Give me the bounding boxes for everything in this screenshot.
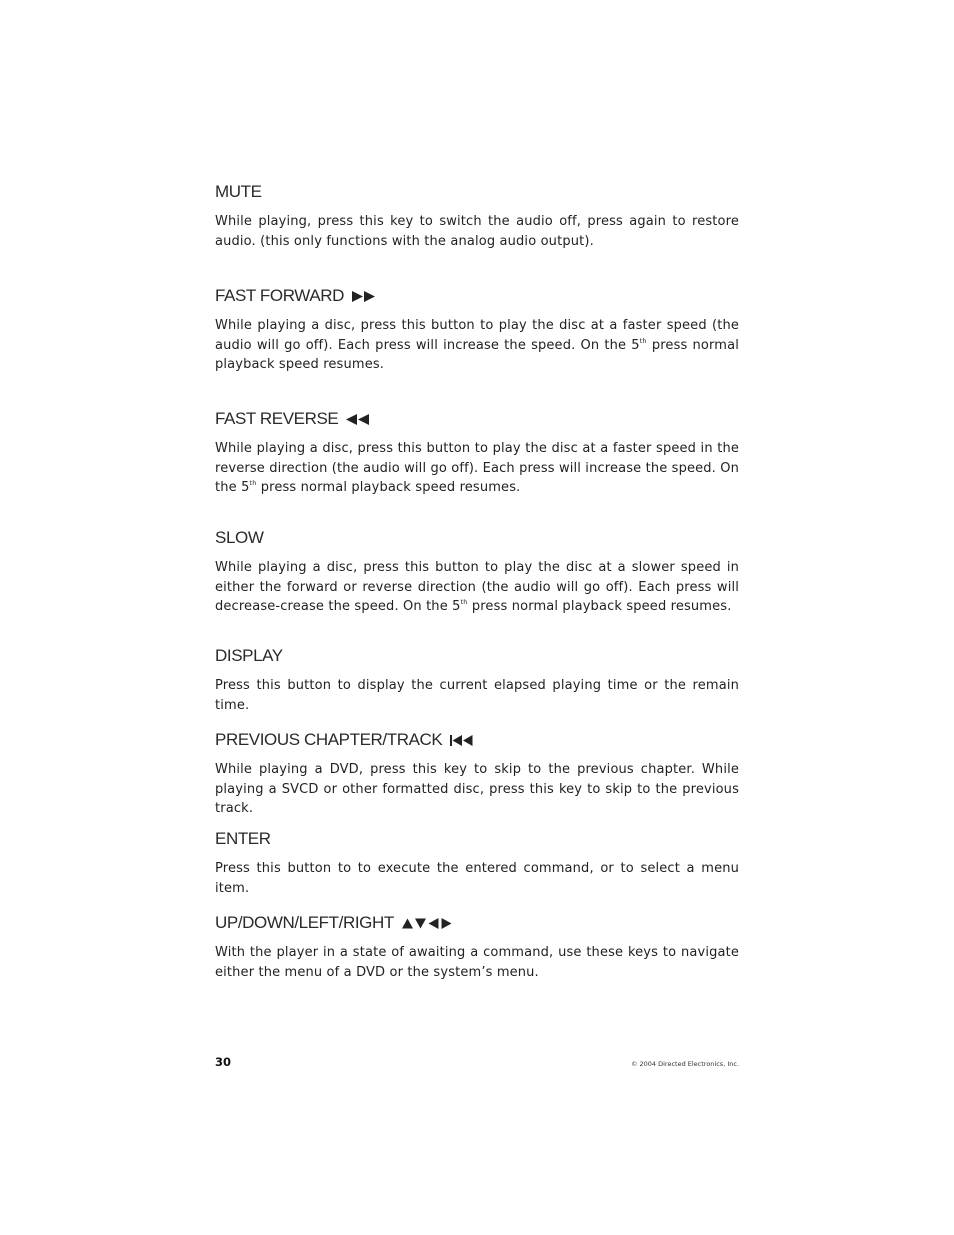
- section-body-enter: Press this button to to execute the entered command, or to select a menu item.: [215, 861, 739, 896]
- section-body-slow: [215, 558, 739, 617]
- fast-forward-icon: [352, 291, 376, 302]
- section-body-fast-reverse: [215, 439, 739, 498]
- ordinal-suffix: th: [460, 598, 468, 607]
- arrow-right-icon: [441, 918, 452, 929]
- section-heading-enter: [215, 828, 739, 850]
- section-heading-fast-reverse: [215, 408, 739, 430]
- section-body-previous: While playing a DVD, press this key to skip to the previous chapter. While playing a SVCD or other formatted disc, press this key to skip to the previous track.: [215, 762, 739, 817]
- arrow-down-icon: [415, 918, 426, 929]
- section-body-display: Press this button to display the current elapsed playing time or the remain time.: [215, 678, 739, 713]
- section-heading-mute: [215, 181, 739, 203]
- section-slow: [215, 527, 739, 617]
- copyright-notice: © 2004 Directed Electronics, Inc.: [630, 1060, 739, 1068]
- body-text: press normal playback speed resumes.: [256, 480, 521, 496]
- heading-text: DISPLAY: [215, 646, 283, 665]
- heading-text: FAST FORWARD: [215, 286, 345, 305]
- heading-text: FAST REVERSE: [215, 409, 339, 428]
- page-number: 30: [215, 1055, 232, 1069]
- section-fast-reverse: [215, 408, 739, 498]
- heading-text: PREVIOUS CHAPTER/TRACK: [215, 730, 443, 749]
- section-enter: [215, 828, 739, 898]
- heading-text: MUTE: [215, 182, 262, 201]
- section-display: [215, 645, 739, 715]
- body-text: While playing a disc, press this button to play the disc at a faster speed (the audio will go off). Each press will increase the speed. On the 5: [215, 318, 739, 353]
- section-heading-arrows: [215, 912, 739, 934]
- fast-reverse-icon: [346, 414, 370, 425]
- body-text: While playing a disc, press this button to play the disc at a faster speed in the reverse direction (the audio will go off). Each press will increase the speed. On the 5: [215, 441, 740, 496]
- skip-previous-icon: [450, 735, 474, 746]
- section-mute: [215, 181, 739, 251]
- section-heading-previous: [215, 729, 739, 751]
- heading-text: SLOW: [215, 528, 264, 547]
- manual-page: [215, 0, 739, 1235]
- arrow-left-icon: [428, 918, 439, 929]
- section-heading-fast-forward: [215, 285, 739, 307]
- section-body-arrows: With the player in a state of awaiting a command, use these keys to navigate either the menu of a DVD or the system’s menu.: [215, 945, 739, 980]
- ordinal-suffix: th: [249, 479, 257, 488]
- heading-text: UP/DOWN/LEFT/RIGHT: [215, 913, 394, 932]
- section-previous-chapter-track: [215, 729, 739, 819]
- section-fast-forward: [215, 285, 739, 375]
- arrow-keys-icons: [402, 918, 452, 929]
- body-text: press normal playback speed resumes.: [215, 337, 739, 373]
- section-heading-display: [215, 645, 739, 667]
- section-heading-slow: [215, 527, 739, 549]
- body-text: While playing a disc, press this button to play the disc at a slower speed in either the forward or reverse direction (the audio will go off). Each press will decrease-crease the speed. On the 5: [215, 560, 739, 615]
- arrow-up-icon: [402, 918, 413, 929]
- ordinal-suffix: th: [639, 336, 647, 345]
- body-text: press normal playback speed resumes.: [467, 599, 732, 615]
- section-body-fast-forward: [215, 316, 739, 375]
- section-up-down-left-right: [215, 912, 739, 982]
- heading-text: ENTER: [215, 829, 271, 848]
- section-body-mute: While playing, press this key to switch the audio off, press again to restore audio. (this only functions with the analog audio output).: [215, 214, 739, 249]
